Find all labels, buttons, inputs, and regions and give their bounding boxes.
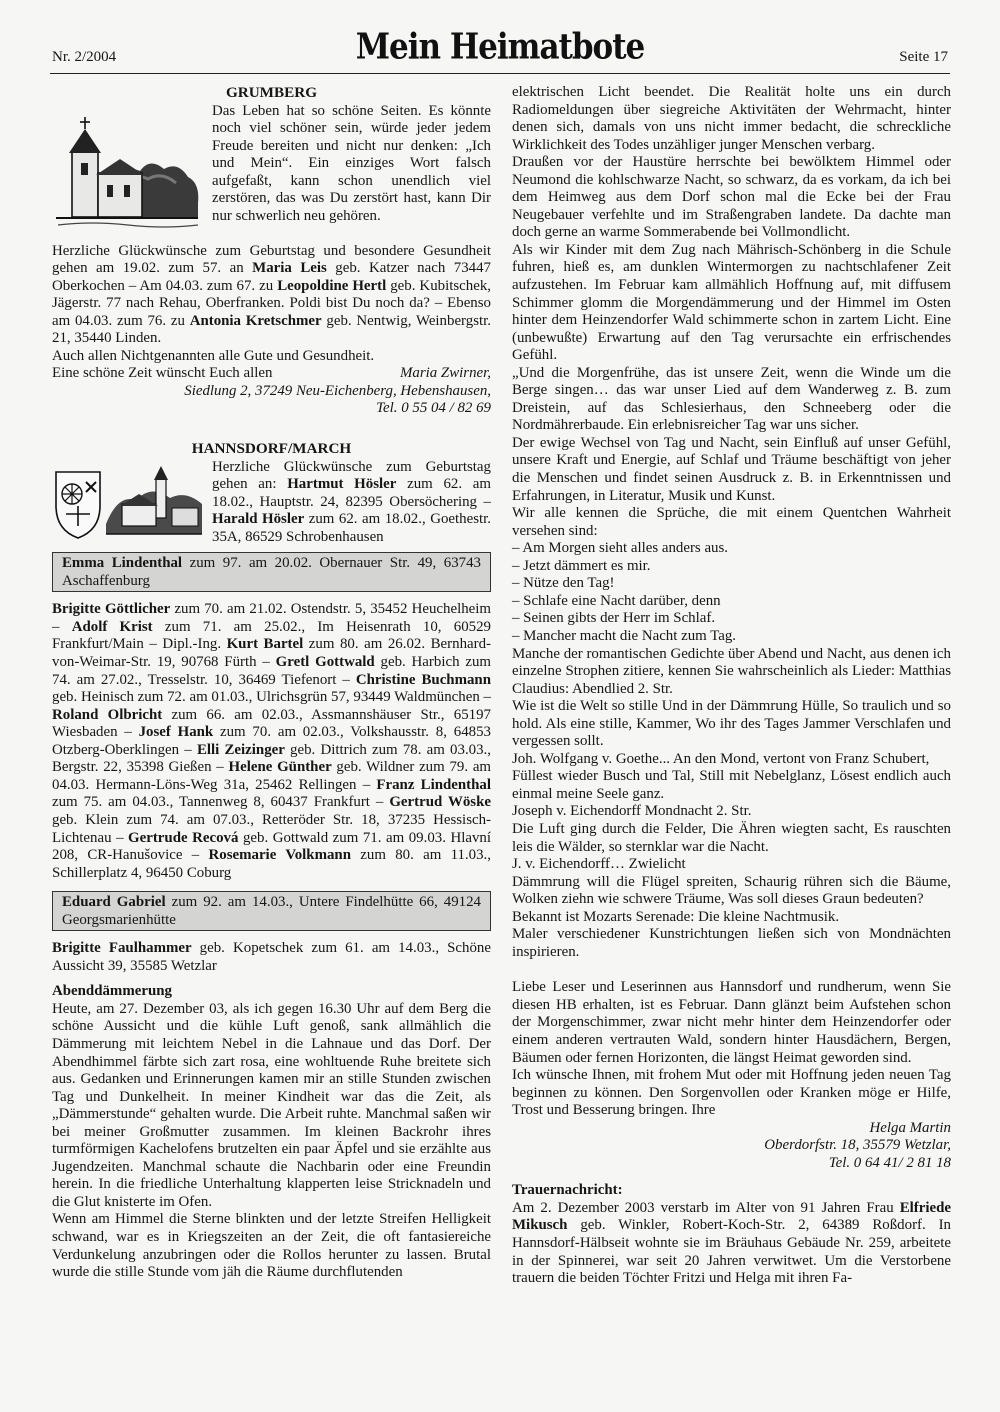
poem-quote: Dämmrung will die Flügel spreiten, Schaurig rühren sich die Bäume, Wolken ziehn wie schwere Träume, Was soll dieses Graun bedeuten? [512, 873, 951, 908]
abend-signature-line: Ich wünsche Ihnen, mit frohem Mut oder mit Hoffnung jeden neuen Tag beginnen zu können. Den Sorgenvollen oder Kranken möge er Hilfe, Trost und Besserung bringen. Ihre [512, 1067, 951, 1119]
grumberg-wish: Auch allen Nichtgenannten alle Gute und Gesundheit. [52, 347, 375, 364]
birthday-list: Brigitte Göttlicher zum 70. am 21.02. Ostendstr. 5, 35452 Heuchelheim – Adolf Krist zum 71. am 25.02., Im Heisenrath 10, 60529 Frankfurt/Main – Dipl.-Ing. Kurt Bartel zum 80. am 26.02. Bernhard-von-Weimar-Str. 19, 90768 Fürth – Gretl Gottwald geb. Harbich zum 74. am 27.02., Tresselstr. 10, 36469 Tiefenort – Christine Buchmann geb. Heinisch zum 72. am 01.03., Ulrichsgrün 57, 93449 Waldmünchen – Roland Olbricht zum 66. am 02.03., Assmannshäuser Str., 65197 Wiesbaden – Josef Hank zum 70. am 02.03., Volkshausstr. 8, 64853 Otzberg-Oberklingen – Elli Zeizinger geb. Dittrich zum 78. am 03.03., Bergstr. 22, 35398 Gießen – Helene Günther geb. Wildner zum 79. am 04.03. Hermann-Löns-Weg 31a, 25462 Rellingen – Franz Lindenthal zum 75. am 04.03., Tannenweg 8, 60437 Frankfurt – Gertrud Wöske geb. Klein zum 74. am 07.03., Retteröder Str. 18, 37235 Hessisch-Lichtenau – Gertrude Recová geb. Gottwald zum 71. am 09.03. Hlavní 208, CR-Hanušovice – Rosemarie Volkmann zum 80. am 11.03., Schillerplatz 4, 96450 Coburg [52, 601, 492, 881]
trauer-text: Am 2. Dezember 2003 verstarb im Alter von 91 Jahren Frau Elfriede Mikusch geb. Winkler, Robert-Koch-Str. 2, 64389 Roßdorf. In Hannsdorf-Hälbseit wohnte sie im Bräuhaus Gebäude Nr. 259, arbeitete in der Spinnerei, war seit 20 Jahren verwitwet. Um die Verstorbene trauern die beiden Töchter Fritzi und Helga mit ihren Fa- [512, 1199, 951, 1287]
grumberg-heading: GRUMBERG [225, 84, 318, 101]
signature-phone: Tel. 0 55 04 / 82 69 [376, 400, 491, 417]
trauer-heading: Trauernachricht: [512, 1182, 623, 1199]
poem-source: Joseph v. Eichendorff Mondnacht 2. Str. [512, 803, 752, 820]
header-rule [50, 73, 950, 74]
signature-phone: Tel. 0 64 41/ 2 81 18 [828, 1154, 951, 1171]
abend-paragraph: Draußen vor der Haustüre herrschte bei bewölktem Himmel oder Neumond die kohlschwarze Nacht, so schwarz, da es vorkam, da ich bei dem Heimweg aus dem Dorf schon mal die Ecke bei der Frau Neugebauer verfehlte und im Straßengraben landete. Da dachte man doch gerne an warme Sommerabende bei Vollmondlicht. [512, 154, 951, 241]
birthday-name: Eduard Gabriel [62, 894, 166, 911]
birthday-name: Leopoldine Hertl [277, 277, 387, 294]
abend-paragraph: elektrischen Licht beendet. Die Realität holte uns ein durch Radiomeldungen über siegreiche Aktivitäten der Wehrmacht, hinter denen sich, damals von uns nicht immer bedacht, die schreckliche Wirklichkeit des Todes unzähliger junger Menschen verbarg. [512, 84, 951, 153]
birthday-name: Hartmut Hösler [287, 476, 397, 493]
signature-address: Oberdorfstr. 18, 35579 Wetzlar, [764, 1137, 951, 1154]
poem-quote: Wie ist die Welt so stille Und in der Dämmrung Hülle, So traulich und so hold. Als eine stille, Kammer, Wo ihr des Tages Jammer Verschlafen und vergessen sollt. [512, 698, 951, 750]
right-column [512, 84, 951, 1288]
grumberg-intro: Das Leben hat so schöne Seiten. Es könnte noch viel schöner sein, würde jeder jedem Freude bereiten und nicht nur denken: „Ich und Mein“. Ein einziges Wort falsch aufgefaßt, kann schon unendlich viel zerstören, das was Du zerstört hast, kann Dir nur schwerlich neu gehören. [212, 102, 491, 224]
signature-address: Siedlung 2, 37249 Neu-Eichenberg, Hebenshausen, [184, 382, 491, 399]
grumberg-signature-line: Eine schöne Zeit wünscht Euch allen Maria Zwirner, [52, 365, 491, 382]
abend-heading: Abenddämmerung [52, 983, 172, 1000]
saying: – Schlafe eine Nacht darüber, denn [512, 592, 721, 609]
birthday-name: Emma Lindenthal [62, 555, 183, 572]
signature-name: Helga Martin [869, 1119, 951, 1136]
deceased-name: Elfriede Mikusch [512, 1199, 951, 1234]
saying: – Am Morgen sieht alles anders aus. [512, 540, 729, 557]
abend-paragraph: Bekannt ist Mozarts Serenade: Die kleine Nachtmusik. [512, 908, 840, 925]
poem-source: J. v. Eichendorff… Zwielicht [512, 856, 686, 873]
issue-number: Nr. 2/2004 [52, 49, 117, 65]
birthday-name: Antonia Kretschmer [189, 312, 322, 329]
poem-quote: Füllest wieder Busch und Tal, Still mit Nebelglanz, Lösest endlich auch einmal meine Seele ganz. [512, 768, 951, 802]
left-column [52, 84, 491, 1282]
abend-paragraph: Heute, am 27. Dezember 03, als ich gegen 16.30 Uhr auf dem Berg die schöne Aussicht und die kühle Luft genoß, sank allmählich die Dämmerung mit leichtem Nebel in die Lahnaue und das Dorf. Der Abendhimmel färbte sich zart rosa, eine wohltuende Ruhe breitete sich aus. Gedanken und Erinnerungen kamen mir an stille Stunden zwischen Tag und Dunkelheit. In meiner Kindheit war das die Zeit, als „Dämmerstunde“ gehalten wurde. Die Arbeit ruhte. Manchmal saßen wir bei meiner Großmutter zusammen. Im kleinen Backrohr ihres turmförmigen Kachelofens brutzelten ein paar Äpfel und sie erzählte aus Jugendzeiten. Manchmal schaute die Nachbarin oder eine Freundin herein. In die friedliche Unterhaltung klapperten leise Stricknadeln und die Glut knisterte im Ofen. [52, 1000, 491, 1210]
birthday-name: Harald Hösler [212, 511, 305, 528]
saying: – Jetzt dämmert es mir. [512, 557, 651, 574]
abend-paragraph: Maler verschiedener Kunstrichtungen ließen sich von Mondnächten inspirieren. [512, 926, 951, 960]
poem-source: Joh. Wolfgang v. Goethe... An den Mond, vertont von Franz Schubert, [512, 750, 930, 767]
church-illustration [52, 113, 202, 233]
hannsdorf-intro: Herzliche Glückwünsche zum Geburtstag gehen an: Hartmut Hösler zum 62. am 18.02., Hauptstr. 24, 82395 Obersöchering – Harald Hösler zum 62. am 18.02., Goethestr. 35A, 86529 Schrobenhausen [212, 458, 492, 545]
abend-paragraph: Manche der romantischen Gedichte über Abend und Nacht, aus denen ich einzelne Strophen zitiere, kennen Sie wahrscheinlich als Lieder: Matthias Claudius: Abendlied 2. Str. [512, 645, 951, 697]
highlight-box-eduard: Eduard Gabriel zum 92. am 14.03., Untere Findelhütte 66, 49124 Georgsmarienhütte [52, 891, 491, 931]
abend-paragraph: Als wir Kinder mit dem Zug nach Mährisch-Schönberg in die Schule fuhren, hieß es, am dunklen Wintermorgen zu nachtschlafener Zeit aufzustehen. Im Februar kam allmählich Hoffnung auf, mit diffusem Schimmer glomm die Morgendämmerung und der Himmel im Osten hinter dem Heinzendorfer Wald schimmerte schon in zartem Licht. Eine (unbewußte) Erwartung auf den Tag verursachte ein erfrischendes Gefühl. [512, 241, 951, 364]
birthday-last: Brigitte Faulhammer geb. Kopetschek zum 61. am 14.03., Schöne Aussicht 39, 35585 Wetzlar [52, 940, 491, 974]
abend-paragraph: Wir alle kennen die Sprüche, die mit einem Quentchen Wahrheit versehen sind: [512, 505, 951, 539]
page-number: Seite 17 [899, 49, 948, 65]
birthday-name: Maria Leis [252, 260, 327, 277]
abend-paragraph: Liebe Leser und Leserinnen aus Hannsdorf und rundherum, wenn Sie diesen HB erhalten, ist es Februar. Dann glänzt beim Aufstehen schon der Morgenschimmer, zwar nicht mehr hinter dem Heinzendorfer oder einem anderen vertrauten Wald, sondern hinter Hausdächern, Bergen, Bäumen oder fernen Horizonten, die längst Heimat geworden sind. [512, 979, 951, 1066]
town-coat-of-arms-and-church [52, 464, 204, 540]
abend-paragraph: Der ewige Wechsel von Tag und Nacht, sein Einfluß auf unser Gefühl, unsere Kraft und Energie, auf Schlaf und Träume beschäftigt von jeher die Menschen und findet seinen Ausdruck z. B. in Erkenntnissen und Erfahrungen, in Literatur, Musik und Kunst. [512, 434, 951, 504]
abend-paragraph: Wenn am Himmel die Sterne blinkten und der letzte Streifen Helligkeit schwand, war es in Kriegszeiten an der Zeit, die oft fantasiereiche Verdunkelung anzubringen oder die Rollos herunter zu lassen. Brutal wurde die stille Stunde vom jäh die Räume durchflutenden [52, 1211, 491, 1281]
saying: – Nütze den Tag! [512, 575, 615, 592]
grumberg-greetings: Herzliche Glückwünsche zum Geburtstag und besondere Gesundheit gehen am 19.02. zum 57. an Maria Leis geb. Katzer nach 73447 Oberkochen – Am 04.03. zum 67. zu Leopoldine Hertl geb. Kubitschek, Jägerstr. 77 nach Rehau, Oberfranken. Poldi bist Du noch da? – Ebenso am 04.03. zum 76. zu Antonia Kretschmer geb. Nentwig, Weinbergstr. 21, 35440 Linden. [52, 242, 491, 347]
saying: – Mancher macht die Nacht zum Tag. [512, 627, 737, 644]
hannsdorf-heading: HANNSDORF/MARCH [191, 440, 352, 458]
signature-name: Maria Zwirner, [399, 365, 491, 382]
abend-paragraph: „Und die Morgenfrühe, das ist unsere Zeit, wenn die Winde um die Berge singen… das war unser Lied auf dem Wanderweg z. B. zum Dreistein, auf das Schlesierhaus, den Schneeberg oder die Nordmährerbaude. Ein erlebnisreicher Tag war uns sicher. [512, 364, 951, 434]
saying: – Seinen gibts der Herr im Schlaf. [512, 610, 716, 627]
poem-quote: Die Luft ging durch die Felder, Die Ähren wiegten sacht, Es rauschten leis die Wälder, so sternklar war die Nacht. [512, 820, 951, 855]
masthead-logo: Mein Heimatbote [355, 26, 645, 68]
highlight-box-emma: Emma Lindenthal zum 97. am 20.02. Obernauer Str. 49, 63743 Aschaffenburg [52, 552, 491, 592]
